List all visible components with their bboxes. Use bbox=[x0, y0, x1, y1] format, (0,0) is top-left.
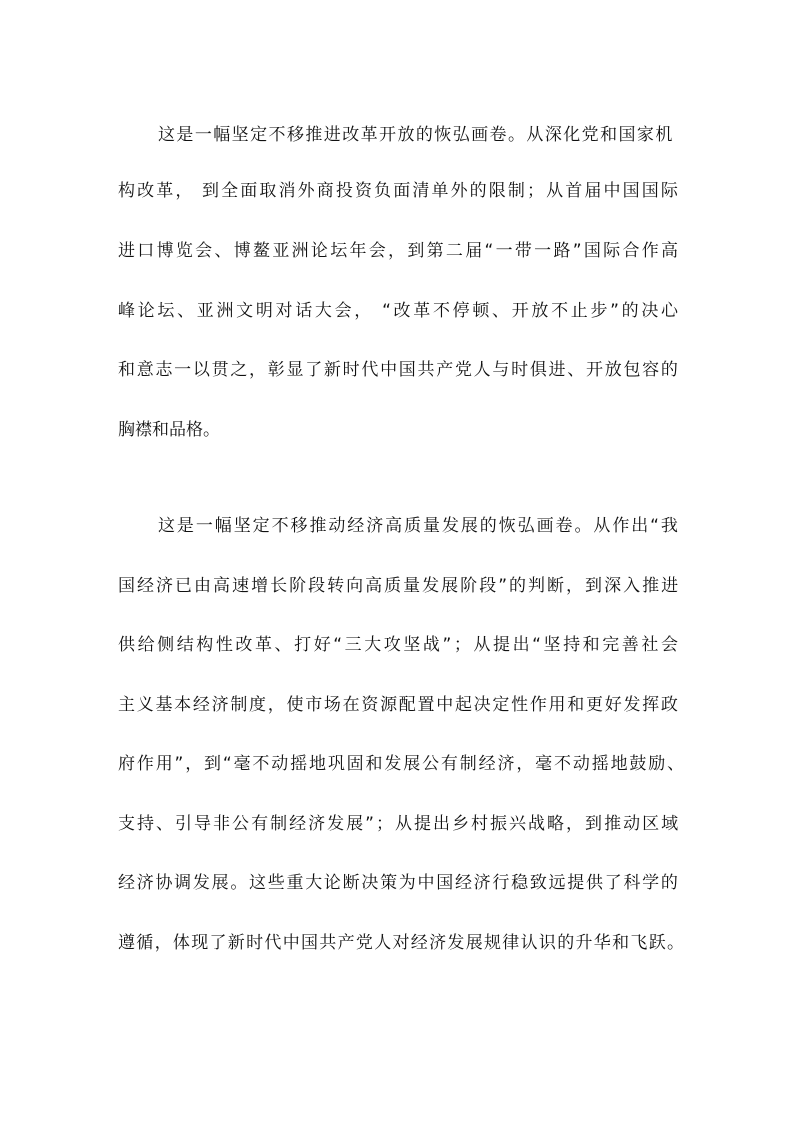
paragraph-1-line-3 bbox=[0, 236, 794, 266]
paragraph-1-line-6 bbox=[0, 415, 794, 445]
paragraph-2-line-4-text: 主义基本经济制度，使市场在资源配置中起决定性作用和更好发挥政 bbox=[118, 695, 680, 715]
paragraph-2-line-8-text: 遵循，体现了新时代中国共产党人对经济发展规律认识的升华和飞跃。 bbox=[118, 933, 686, 953]
paragraph-1-line-2-text: 构改革， 到全面取消外商投资负面清单外的限制；从首届中国国际 bbox=[118, 181, 681, 201]
paragraph-1-line-2 bbox=[0, 176, 794, 206]
paragraph-2-line-7-text: 经济协调发展。这些重大论断决策为中国经济行稳致远提供了科学的 bbox=[118, 873, 680, 893]
paragraph-1-line-5-text: 和意志一以贯之，彰显了新时代中国共产党人与时俱进、开放包容的 bbox=[118, 360, 680, 380]
paragraph-1-line-5 bbox=[0, 355, 794, 385]
paragraph-2-line-8 bbox=[0, 928, 794, 958]
paragraph-1-line-1-text: 这是一幅坚定不移推进改革开放的恢弘画卷。从深化党和国家机 bbox=[158, 125, 674, 145]
paragraph-2-line-7 bbox=[0, 868, 794, 898]
paragraph-2-line-1-text: 这是一幅坚定不移推动经济高质量发展的恢弘画卷。从作出“我 bbox=[158, 516, 680, 536]
paragraph-2-line-1 bbox=[0, 511, 794, 541]
paragraph-2-line-5 bbox=[0, 749, 794, 779]
paragraph-2-line-5-text: 府作用”，到“毫不动摇地巩固和发展公有制经济，毫不动摇地鼓励、 bbox=[118, 754, 686, 774]
paragraph-2-line-2 bbox=[0, 571, 794, 601]
paragraph-1-line-3-text: 进口博览会、博鳌亚洲论坛年会，到第二届“一带一路”国际合作高 bbox=[118, 241, 681, 261]
paragraph-2-line-3 bbox=[0, 630, 794, 660]
paragraph-2-line-2-text: 国经济已由高速增长阶段转向高质量发展阶段”的判断，到深入推进 bbox=[118, 576, 681, 596]
paragraph-2-line-6 bbox=[0, 809, 794, 839]
paragraph-1-line-1 bbox=[0, 120, 794, 150]
paragraph-1-line-6-text: 胸襟和品格。 bbox=[118, 420, 220, 440]
paragraph-1-line-4-text: 峰论坛、亚洲文明对话大会， “改革不停顿、开放不止步”的决心 bbox=[118, 301, 681, 321]
paragraph-2-line-6-text: 支持、引导非公有制经济发展”；从提出乡村振兴战略，到推动区域 bbox=[118, 814, 681, 834]
paragraph-1-line-4 bbox=[0, 296, 794, 326]
paragraph-2-line-4 bbox=[0, 690, 794, 720]
paragraph-2-line-3-text: 供给侧结构性改革、打好“三大攻坚战”；从提出“坚持和完善社会 bbox=[118, 635, 681, 655]
